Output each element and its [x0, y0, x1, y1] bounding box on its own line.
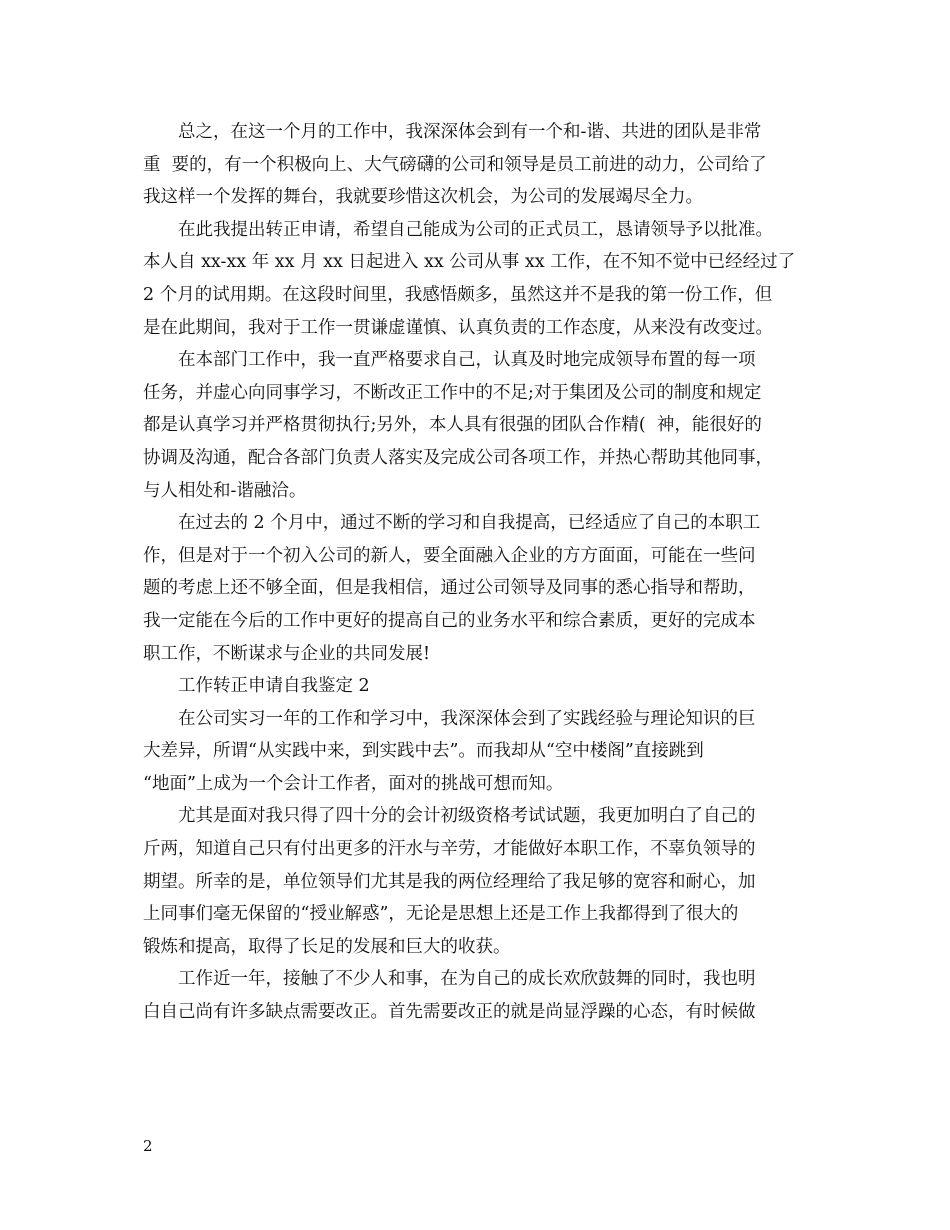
- text-line: 我一定能在今后的工作中更好的提高自己的业务水平和综合素质，更好的完成本: [143, 610, 756, 631]
- text-line: 2 个月的试用期。在这段时间里，我感悟颇多，虽然这并不是我的第一份工作，但: [143, 284, 773, 305]
- text-line: 工作近一年，接触了不少人和事，在为自己的成长欢欣鼓舞的同时，我也明: [178, 969, 756, 990]
- text-line: 与人相处和-谐融洽。: [143, 480, 307, 501]
- text-line: 尤其是面对我只得了四十分的会计初级资格考试试题，我更加明白了自己的: [178, 806, 756, 827]
- text-line: 上同事们毫无保留的“授业解惑”，无论是思想上还是工作上我都得到了很大的: [143, 904, 739, 925]
- text-line: “地面”上成为一个会计工作者，面对的挑战可想而知。: [143, 773, 564, 794]
- text-line: 职工作，不断谋求与企业的共同发展!: [143, 643, 431, 664]
- text-line: 在此我提出转正申请，希望自己能成为公司的正式员工，恳请领导予以批准。: [178, 219, 773, 240]
- text-line: 斤两，知道自己只有付出更多的汗水与辛劳，才能做好本职工作，不辜负领导的: [143, 839, 756, 860]
- text-line: 任务，并虚心向同事学习，不断改正工作中的不足;对于集团及公司的制度和规定: [143, 382, 762, 403]
- page-number: 2: [143, 1137, 153, 1155]
- text-line: 期望。所幸的是，单位领导们尤其是我的两位经理给了我足够的宽容和耐心，加: [143, 871, 756, 892]
- section-heading: 工作转正申请自我鉴定 2: [178, 676, 370, 697]
- text-line: 我这样一个发挥的舞台，我就要珍惜这次机会，为公司的发展竭尽全力。: [143, 187, 703, 208]
- document-body: [143, 116, 807, 1029]
- text-line: 都是认真学习并严格贯彻执行;另外，本人具有很强的团队合作精( 神，能很好的: [143, 415, 762, 436]
- text-line: 在过去的 2 个月中，通过不断的学习和自我提高，已经适应了自己的本职工: [178, 513, 761, 534]
- text-line: 在本部门工作中，我一直严格要求自己，认真及时地完成领导布置的每一项: [178, 350, 756, 371]
- text-line: 大差异，所谓“从实践中来，到实践中去”。而我却从“空中楼阁”直接跳到: [143, 741, 704, 762]
- text-line: 锻炼和提高，取得了长足的发展和巨大的收获。: [143, 936, 511, 957]
- text-line: 作，但是对于一个初入公司的新人，要全面融入企业的方方面面，可能在一些问: [143, 545, 756, 566]
- text-line: 在公司实习一年的工作和学习中，我深深体会到了实践经验与理论知识的巨: [178, 708, 756, 729]
- text-line: 协调及沟通，配合各部门负责人落实及完成公司各项工作，并热心帮助其他同事，: [143, 447, 773, 468]
- text-line: 重 要的，有一个积极向上、大气磅礴的公司和领导是员工前进的动力，公司给了: [143, 154, 767, 175]
- text-line: 是在此期间，我对于工作一贯谦虚谨慎、认真负责的工作态度，从来没有改变过。: [143, 317, 773, 338]
- text-line: 白自己尚有许多缺点需要改正。首先需要改正的就是尚显浮躁的心态，有时候做: [143, 1002, 756, 1023]
- text-line: 总之，在这一个月的工作中，我深深体会到有一个和-谐、共进的团队是非常: [178, 122, 762, 142]
- text-line: 题的考虑上还不够全面，但是我相信，通过公司领导及同事的悉心指导和帮助，: [143, 578, 756, 599]
- text-line: 本人自 xx-xx 年 xx 月 xx 日起进入 xx 公司从事 xx 工作，在不知不觉中已经经过了: [143, 252, 796, 273]
